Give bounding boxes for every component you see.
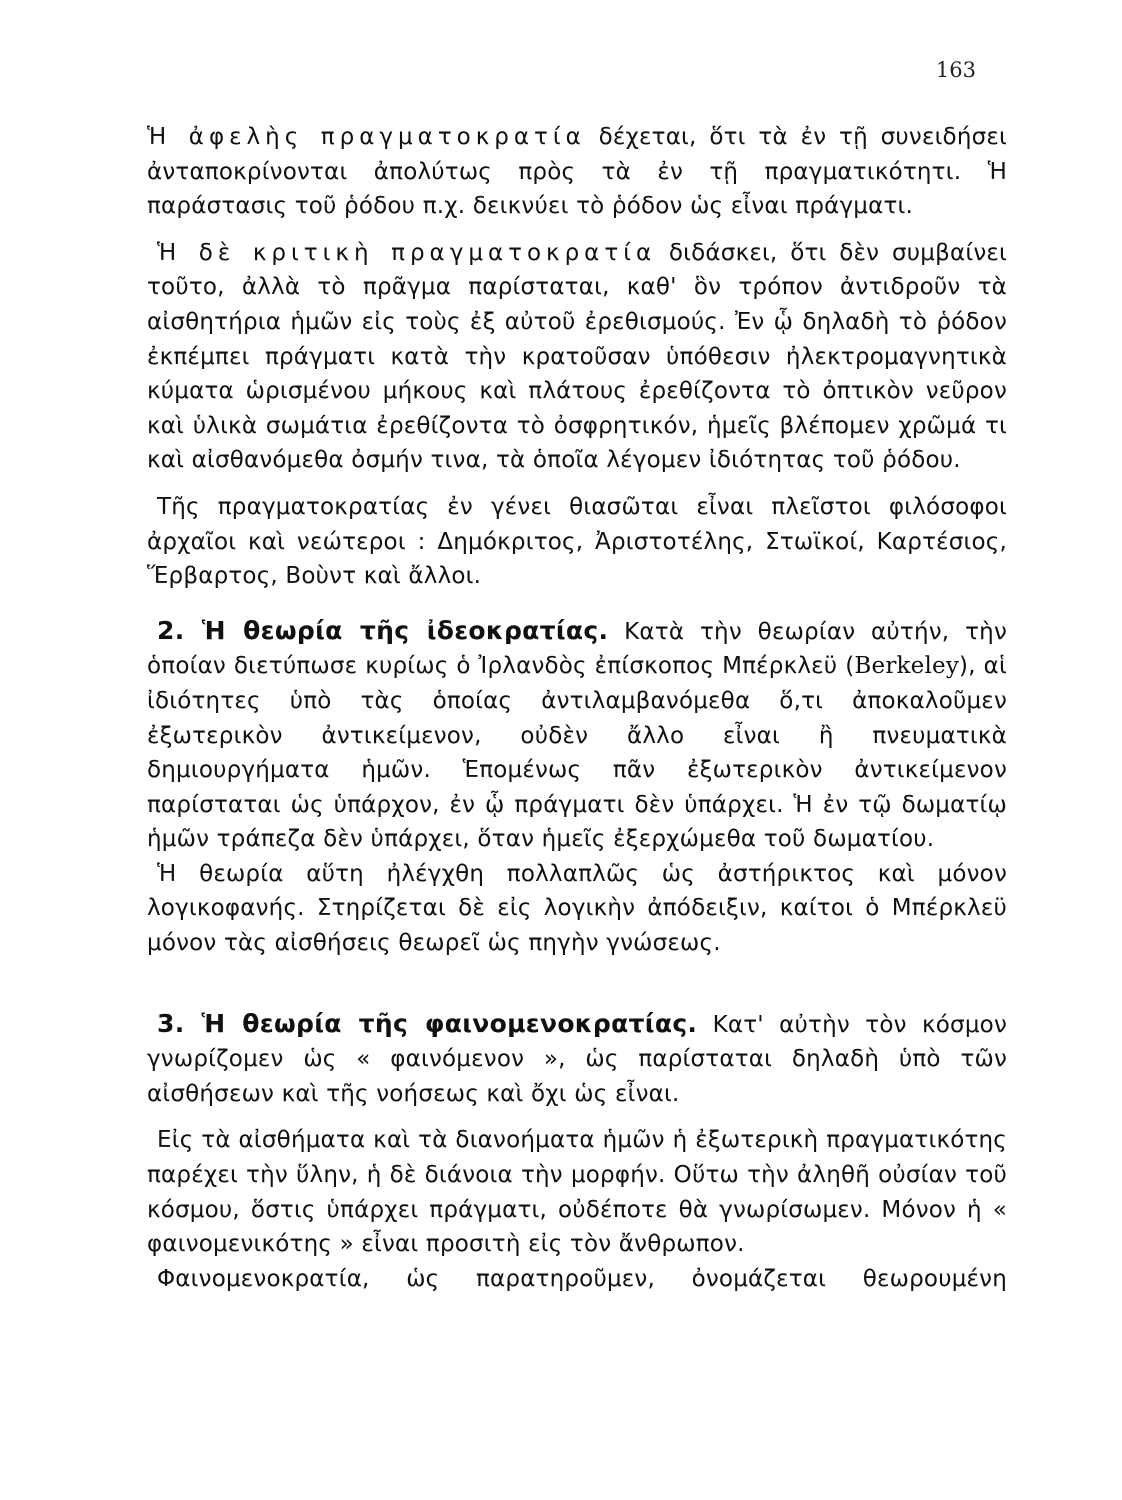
term-critical-realism: Ἡ δὲ κριτικὴ πραγματοκρατία	[157, 239, 657, 266]
section-heading-idealism: 2. Ἡ θεωρία τῆς ἰδεοκρατίας.	[157, 615, 609, 645]
paragraph-text: Ἡ θεωρία αὕτη ἠλέγχθη πολλαπλῶς ὡς ἀστήρικτος καὶ μόνον λογικοφανής. Στηρίζεται δὲ εἰς λογικὴν ἀπόδειξιν, καίτοι ὁ Μπέρκλεϋ μόνον τὰς αἰσθήσεις θεωρεῖ ὡς πηγὴν γνώσεως.	[147, 860, 1007, 957]
paragraph-phenomenalism-definition	[147, 1262, 1007, 1297]
page-number: 163	[935, 58, 976, 82]
paragraph-text: Φαινομενοκρατία, ὡς παρατηροῦμεν, ὀνομάζεται θεωρουμένη	[157, 1265, 1007, 1292]
paragraph-text: δέχεται, ὅτι τὰ ἐν τῇ συνειδήσει ἀνταποκρίνονται ἀπολύτως πρὸς τὰ ἐν τῇ πραγματικότητι. Ἡ παράστασις τοῦ ῥόδου π.χ. δεικνύει τὸ ῥόδον ὡς εἶναι πράγματι.	[147, 124, 1007, 220]
paragraph-text: Εἰς τὰ αἰσθήματα καὶ τὰ διανοήματα ἡμῶν ἡ ἐξωτερικὴ πραγματικότης παρέχει τὴν ὕλην, ἡ δὲ διάνοια τὴν μορφήν. Οὕτω τὴν ἀληθῆ οὐσίαν τοῦ κόσμου, ὅστις ὑπάρχει πράγματι, οὐδέποτε θὰ γνωρίσωμεν. Μόνον ἡ « φαινομενικότης » εἶναι προσιτὴ εἰς τὸν ἄνθρωπον.	[147, 1127, 1007, 1258]
term-naive-realism: Ἡ ἀφελὴς πραγματοκρατία	[147, 124, 586, 150]
paragraph-text: Τῆς πραγματοκρατίας ἐν γένει θιασῶται εἶναι πλεῖστοι φιλόσοφοι ἀρχαῖοι καὶ νεώτεροι : Δημόκριτος, Ἀριστοτέλης, Στωϊκοί, Καρτέσιος, Ἕρβαρτος, Βοὺντ καὶ ἄλλοι.	[147, 493, 1007, 590]
paragraph-text: ), αἱ ἰδιότητες ὑπὸ τὰς ὁποίας ἀντιλαμβανόμεθα ὅ,τι ἀποκαλοῦμεν ἐξωτερικὸν ἀντικείμενον, οὐδὲν ἄλλο εἶναι ἢ πνευματικὰ δημιουργήματα ἡμῶν. Ἑπομένως πᾶν ἐξωτερικὸν ἀντικείμενον παρίσταται ὡς ὑπάρχον, ἐν ᾧ πράγματι δὲν ὑπάρχει. Ἡ ἐν τῷ δωματίῳ ἡμῶν τράπεζα δὲν ὑπάρχει, ὅταν ἡμεῖς ἐξερχώμεθα τοῦ δωματίου.	[147, 653, 1008, 853]
paragraph-naive-realism	[147, 120, 1007, 224]
paragraph-text: διδάσκει, ὅτι δὲν συμβαίνει τοῦτο, ἀλλὰ τὸ πρᾶγμα παρίσταται, καθ' ὃν τρόπον ἀντιδροῦν τὰ αἰσθητήρια ἡμῶν εἰς τοὺς ἐξ αὐτοῦ ἐρεθισμούς. Ἐν ᾧ δηλαδὴ τὸ ῥόδον ἐκπέμπει πράγματι κατὰ τὴν κρατοῦσαν ὑπόθεσιν ἠλεκτρομαγνητικὰ κύματα ὡρισμένου μήκους καὶ πλάτους ἐρεθίζοντα τὸ ὀπτικὸν νεῦρον καὶ ὑλικὰ σωμάτια ἐρεθίζοντα τὸ ὀσφρητικόν, ἡμεῖς βλέπομεν χρῶμά τι καὶ αἰσθανόμεθα ὀσμήν τινα, τὰ ὁποῖα λέγομεν ἰδιότητας τοῦ ῥόδου.	[147, 239, 1007, 474]
section-phenomenalism	[147, 1007, 1007, 1112]
paragraph-text: Κατ' αὐτὴν τὸν κόσμον γνωρίζομεν ὡς « φαινόμενον », ὡς παρίσταται δηλαδὴ ὑπὸ τῶν αἰσθήσεων καὶ τῆς νοήσεως καὶ ὄχι ὡς εἶναι.	[147, 1011, 1007, 1107]
paragraph-critical-realism	[147, 236, 1007, 478]
section-idealism	[147, 614, 1007, 857]
paragraph-idealism-critique	[147, 857, 1007, 961]
latin-name: Berkeley	[854, 653, 960, 680]
body-text	[147, 120, 1007, 1296]
section-heading-phenomenalism: 3. Ἡ θεωρία τῆς φαινομενοκρατίας.	[157, 1008, 698, 1038]
paragraph-text: Κατὰ τὴν θεωρίαν αὐτήν, τὴν ὁποίαν διετύπωσε κυρίως ὁ Ἰρλανδὸς ἐπίσκοπος Μπέρκλεϋ (	[147, 618, 1007, 680]
paragraph-phenomenalism-detail	[147, 1123, 1007, 1261]
paragraph-realism-proponents	[147, 490, 1007, 594]
